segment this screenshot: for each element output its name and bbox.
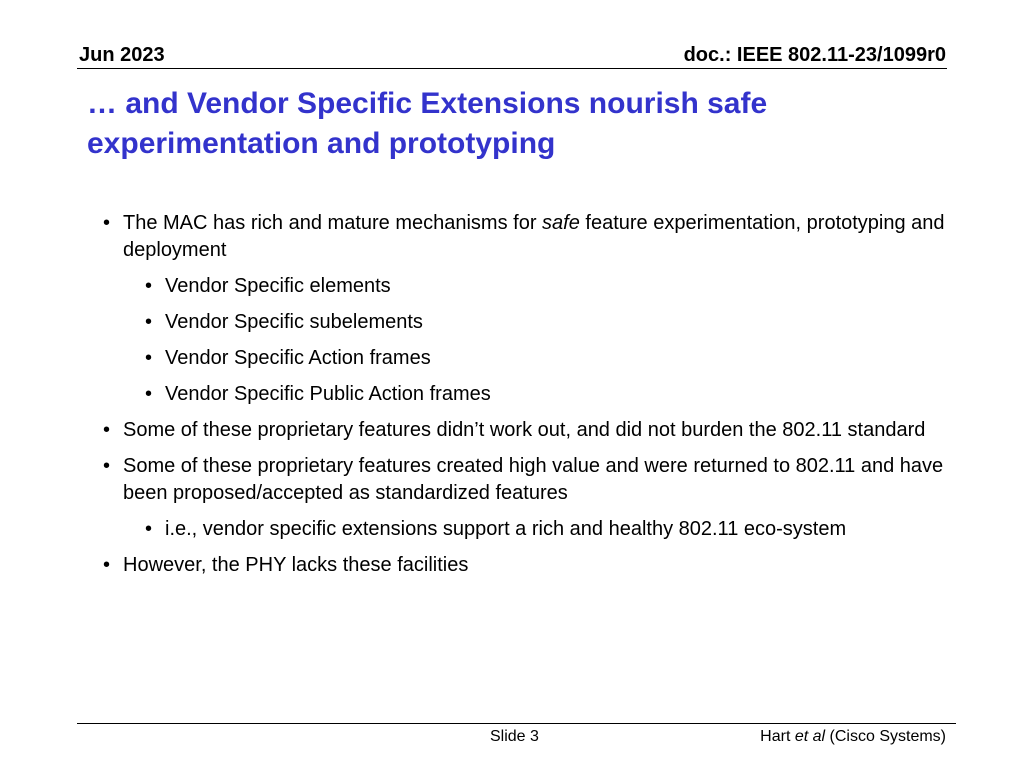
footer-slide-number: Slide 3 <box>490 728 539 745</box>
footer-author-org: (Cisco Systems) <box>825 728 946 745</box>
bullet-text: Some of these proprietary features didn’t work out, and did not burden the 802.11 standard <box>123 419 926 441</box>
bullet-dot-icon: • <box>145 383 153 405</box>
footer-author <box>760 728 946 746</box>
sub-bullet-text: i.e., vendor specific extensions support a rich and healthy 802.11 eco-system <box>165 518 847 540</box>
bullet-dot-icon: • <box>103 554 111 576</box>
sub-bullet-vendor-elements <box>145 273 963 300</box>
sub-bullet-text: Vendor Specific subelements <box>165 311 423 333</box>
bullet-features-didnt-work <box>103 417 963 444</box>
sub-bullet-text: Vendor Specific Action frames <box>165 347 431 369</box>
bullet-dot-icon: • <box>103 419 111 441</box>
header-divider <box>77 68 947 69</box>
header-doc-id: doc.: IEEE 802.11-23/1099r0 <box>683 44 946 66</box>
bullet-mac-mechanisms <box>103 210 963 264</box>
bullet-phy-lacks <box>103 552 963 579</box>
sub-bullet-vendor-action-frames <box>145 345 963 372</box>
bullet-text: Some of these proprietary features created high value and were returned to 802.11 and have been proposed/accepted as standardized features <box>123 455 944 504</box>
footer-author-etal: et al <box>794 728 826 745</box>
bullet-text-post: feature experimentation, prototyping and deployment <box>123 212 945 261</box>
bullet-text-pre: The MAC has rich and mature mechanisms for <box>123 212 543 234</box>
bullet-text-emphasis: safe <box>542 212 580 234</box>
sub-bullet-text: Vendor Specific elements <box>165 275 391 297</box>
bullet-dot-icon: • <box>145 518 153 540</box>
sub-bullet-eco-system <box>145 516 963 543</box>
slide-body <box>103 210 963 588</box>
sub-bullet-vendor-subelements <box>145 309 963 336</box>
bullet-dot-icon: • <box>103 212 111 234</box>
bullet-text: However, the PHY lacks these facilities <box>123 554 469 576</box>
footer-divider <box>77 723 956 724</box>
bullet-features-high-value <box>103 453 963 507</box>
slide-title-line-2: experimentation and prototyping <box>87 127 556 160</box>
header-date: Jun 2023 <box>79 44 165 66</box>
footer-author-name: Hart <box>760 728 795 745</box>
slide-title-line-1: … and Vendor Specific Extensions nourish safe <box>87 87 768 120</box>
bullet-dot-icon: • <box>145 311 153 333</box>
bullet-dot-icon: • <box>103 455 111 477</box>
bullet-dot-icon: • <box>145 347 153 369</box>
sub-bullet-text: Vendor Specific Public Action frames <box>165 383 491 405</box>
bullet-dot-icon: • <box>145 275 153 297</box>
slide-title <box>87 84 947 164</box>
sub-bullet-vendor-public-action-frames <box>145 381 963 408</box>
